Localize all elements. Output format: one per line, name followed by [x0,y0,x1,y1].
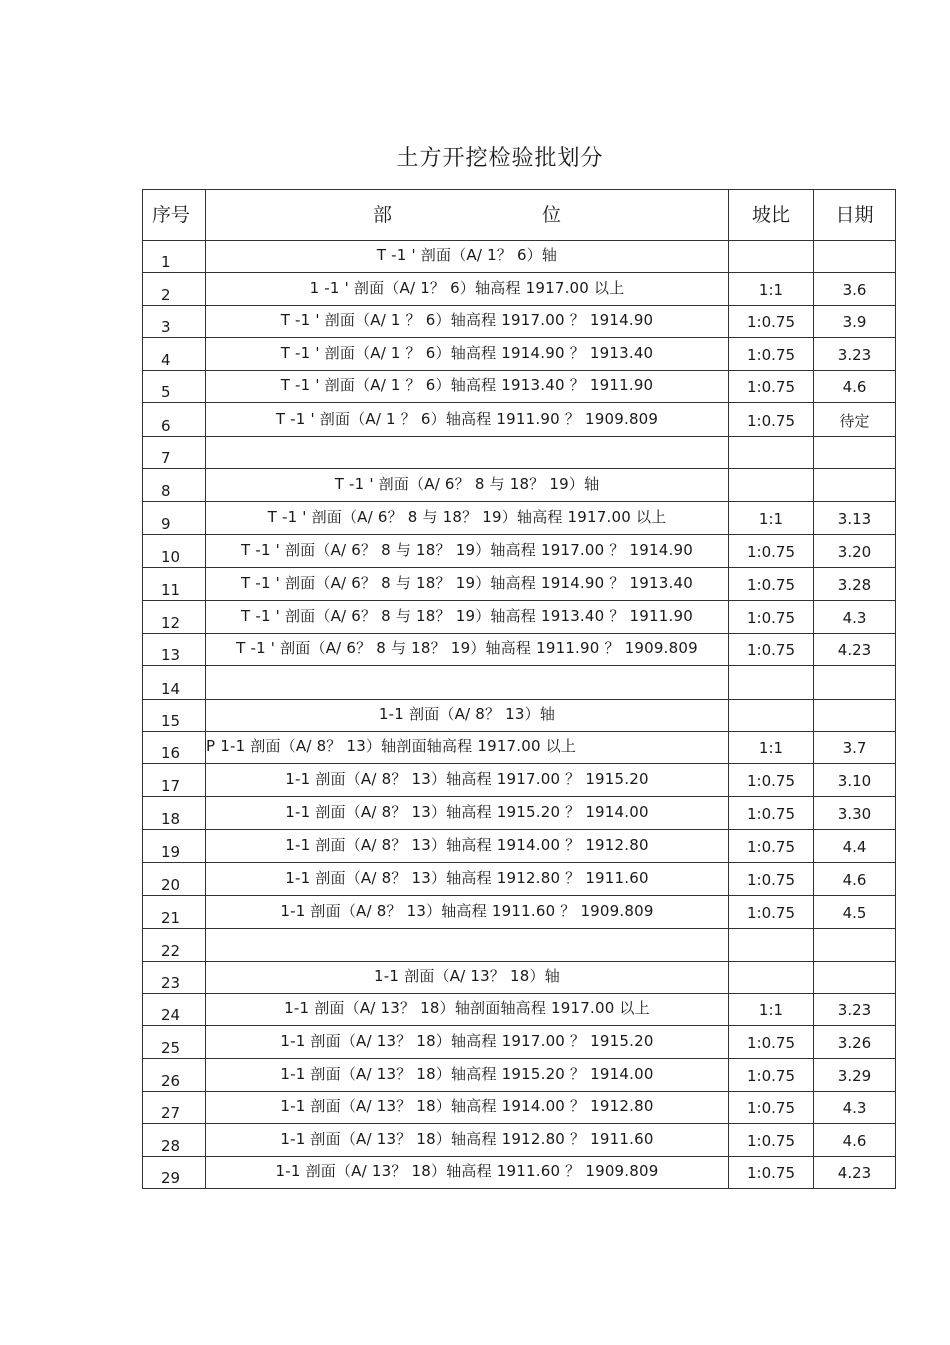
row-date: 3.23 [814,994,896,1026]
table-header-row [143,190,896,241]
row-number: 19 [143,830,206,863]
row-part: T -1 ' 剖面（A/ 6？ 8 与 18？ 19）轴高程 1913.40 ？ 1911.90 [206,601,729,634]
row-number: 10 [143,535,206,568]
row-part: T -1 ' 剖面（A/ 1 ？ 6）轴高程 1911.90 ？ 1909.809 [206,403,729,437]
row-date: 4.6 [814,863,896,896]
row-slope [729,241,814,273]
table-row [143,700,896,732]
row-date: 4.5 [814,896,896,929]
row-number: 13 [143,634,206,666]
table-row [143,797,896,830]
row-number: 17 [143,764,206,797]
row-number: 14 [143,666,206,700]
table-row [143,241,896,273]
row-part: P 1-1 剖面（A/ 8？ 13）轴剖面轴高程 1917.00 以上 [206,732,729,764]
header-part [206,190,729,241]
row-part: T -1 ' 剖面（A/ 1 ？ 6）轴高程 1913.40 ？ 1911.90 [206,371,729,403]
table-row [143,666,896,700]
row-date [814,469,896,502]
row-slope: 1:0.75 [729,535,814,568]
row-date: 3.13 [814,502,896,535]
row-slope: 1:1 [729,273,814,306]
row-part [206,929,729,962]
row-slope: 1:0.75 [729,797,814,830]
row-part: T -1 ' 剖面（A/ 1 ？ 6）轴高程 1914.90 ？ 1913.40 [206,338,729,371]
header-slope: 坡比 [729,190,814,241]
row-number: 1 [143,241,206,273]
row-slope: 1:0.75 [729,1059,814,1092]
row-number: 16 [143,732,206,764]
header-part-char-1: 部 [372,203,392,226]
row-date: 3.28 [814,568,896,601]
row-part: 1-1 剖面（A/ 13？ 18）轴剖面轴高程 1917.00 以上 [206,994,729,1026]
table-row [143,535,896,568]
row-date: 3.7 [814,732,896,764]
row-slope: 1:0.75 [729,1157,814,1189]
table-row [143,1124,896,1157]
row-part: 1 -1 ' 剖面（A/ 1？ 6）轴高程 1917.00 以上 [206,273,729,306]
table-row [143,830,896,863]
row-slope: 1:0.75 [729,371,814,403]
row-date: 3.23 [814,338,896,371]
table-row [143,863,896,896]
row-part: 1-1 剖面（A/ 13？ 18）轴高程 1912.80 ？ 1911.60 [206,1124,729,1157]
row-part: T -1 ' 剖面（A/ 6？ 8 与 18？ 19）轴高程 1914.90 ？ 1913.40 [206,568,729,601]
row-slope: 1:0.75 [729,1124,814,1157]
table-row [143,929,896,962]
row-date [814,929,896,962]
row-date: 3.29 [814,1059,896,1092]
row-number: 7 [143,437,206,469]
table-row [143,962,896,994]
row-date: 3.10 [814,764,896,797]
header-no: 序号 [143,190,206,241]
table-row [143,306,896,338]
row-date [814,962,896,994]
row-slope: 1:0.75 [729,863,814,896]
row-number: 11 [143,568,206,601]
table-row [143,568,896,601]
inspection-batch-table [142,189,896,1189]
row-date: 4.3 [814,1092,896,1124]
row-part: 1-1 剖面（A/ 8？ 13）轴高程 1917.00 ？ 1915.20 [206,764,729,797]
row-slope: 1:1 [729,732,814,764]
row-number: 23 [143,962,206,994]
row-slope [729,929,814,962]
row-number: 25 [143,1026,206,1059]
row-slope: 1:0.75 [729,1092,814,1124]
row-number: 27 [143,1092,206,1124]
row-part: 1-1 剖面（A/ 8？ 13）轴高程 1912.80 ？ 1911.60 [206,863,729,896]
row-slope: 1:0.75 [729,634,814,666]
row-part: 1-1 剖面（A/ 13？ 18）轴高程 1915.20 ？ 1914.00 [206,1059,729,1092]
row-number: 21 [143,896,206,929]
row-slope: 1:0.75 [729,830,814,863]
row-date: 4.23 [814,1157,896,1189]
table-row [143,732,896,764]
table-row [143,338,896,371]
row-part: 1-1 剖面（A/ 8？ 13）轴高程 1914.00 ？ 1912.80 [206,830,729,863]
row-number: 28 [143,1124,206,1157]
row-number: 9 [143,502,206,535]
row-number: 8 [143,469,206,502]
row-part: T -1 ' 剖面（A/ 6？ 8 与 18？ 19）轴 [206,469,729,502]
row-date: 4.6 [814,371,896,403]
row-slope [729,700,814,732]
row-number: 5 [143,371,206,403]
row-date: 3.6 [814,273,896,306]
table-row [143,1092,896,1124]
row-part: T -1 ' 剖面（A/ 6？ 8 与 18？ 19）轴高程 1911.90 ？ 1909.809 [206,634,729,666]
table-row [143,403,896,437]
row-part: 1-1 剖面（A/ 13？ 18）轴 [206,962,729,994]
table-row [143,896,896,929]
row-slope: 1:0.75 [729,306,814,338]
row-number: 22 [143,929,206,962]
table-row [143,437,896,469]
row-slope [729,666,814,700]
row-number: 24 [143,994,206,1026]
row-number: 20 [143,863,206,896]
row-number: 4 [143,338,206,371]
row-number: 12 [143,601,206,634]
row-slope: 1:1 [729,502,814,535]
table-row [143,371,896,403]
row-slope: 1:1 [729,994,814,1026]
row-number: 15 [143,700,206,732]
row-date [814,666,896,700]
table-row [143,502,896,535]
row-number: 2 [143,273,206,306]
table-row [143,469,896,502]
row-number: 29 [143,1157,206,1189]
table-row [143,273,896,306]
row-date: 4.6 [814,1124,896,1157]
row-number: 18 [143,797,206,830]
row-date [814,437,896,469]
row-slope: 1:0.75 [729,896,814,929]
row-date: 4.3 [814,601,896,634]
row-slope: 1:0.75 [729,601,814,634]
row-part: T -1 ' 剖面（A/ 6？ 8 与 18？ 19）轴高程 1917.00 ？ 1914.90 [206,535,729,568]
row-date: 待定 [814,403,896,437]
row-date [814,700,896,732]
table-row [143,764,896,797]
row-date: 4.4 [814,830,896,863]
row-part: 1-1 剖面（A/ 8？ 13）轴 [206,700,729,732]
row-part: 1-1 剖面（A/ 13？ 18）轴高程 1914.00 ？ 1912.80 [206,1092,729,1124]
row-date: 4.23 [814,634,896,666]
row-slope: 1:0.75 [729,338,814,371]
row-slope [729,437,814,469]
table-row [143,1157,896,1189]
table-row [143,601,896,634]
row-part: T -1 ' 剖面（A/ 1 ？ 6）轴高程 1917.00 ？ 1914.90 [206,306,729,338]
row-number: 26 [143,1059,206,1092]
row-date: 3.20 [814,535,896,568]
row-part: T -1 ' 剖面（A/ 1？ 6）轴 [206,241,729,273]
row-slope: 1:0.75 [729,1026,814,1059]
row-part: T -1 ' 剖面（A/ 6？ 8 与 18？ 19）轴高程 1917.00 以上 [206,502,729,535]
table-row [143,994,896,1026]
row-slope [729,962,814,994]
row-part: 1-1 剖面（A/ 13？ 18）轴高程 1911.60 ？ 1909.809 [206,1157,729,1189]
row-number: 6 [143,403,206,437]
row-part: 1-1 剖面（A/ 8？ 13）轴高程 1915.20 ？ 1914.00 [206,797,729,830]
header-date: 日期 [814,190,896,241]
table-row [143,1026,896,1059]
row-date: 3.30 [814,797,896,830]
row-slope: 1:0.75 [729,568,814,601]
row-slope [729,469,814,502]
row-date: 3.9 [814,306,896,338]
row-slope: 1:0.75 [729,403,814,437]
row-part [206,666,729,700]
row-part: 1-1 剖面（A/ 13？ 18）轴高程 1917.00 ？ 1915.20 [206,1026,729,1059]
table-row [143,634,896,666]
row-date: 3.26 [814,1026,896,1059]
header-part-char-2: 位 [542,203,562,226]
table-row [143,1059,896,1092]
row-slope: 1:0.75 [729,764,814,797]
row-number: 3 [143,306,206,338]
row-part [206,437,729,469]
row-date [814,241,896,273]
document-title: 土方开挖检验批划分 [396,146,604,171]
row-part: 1-1 剖面（A/ 8？ 13）轴高程 1911.60 ？ 1909.809 [206,896,729,929]
